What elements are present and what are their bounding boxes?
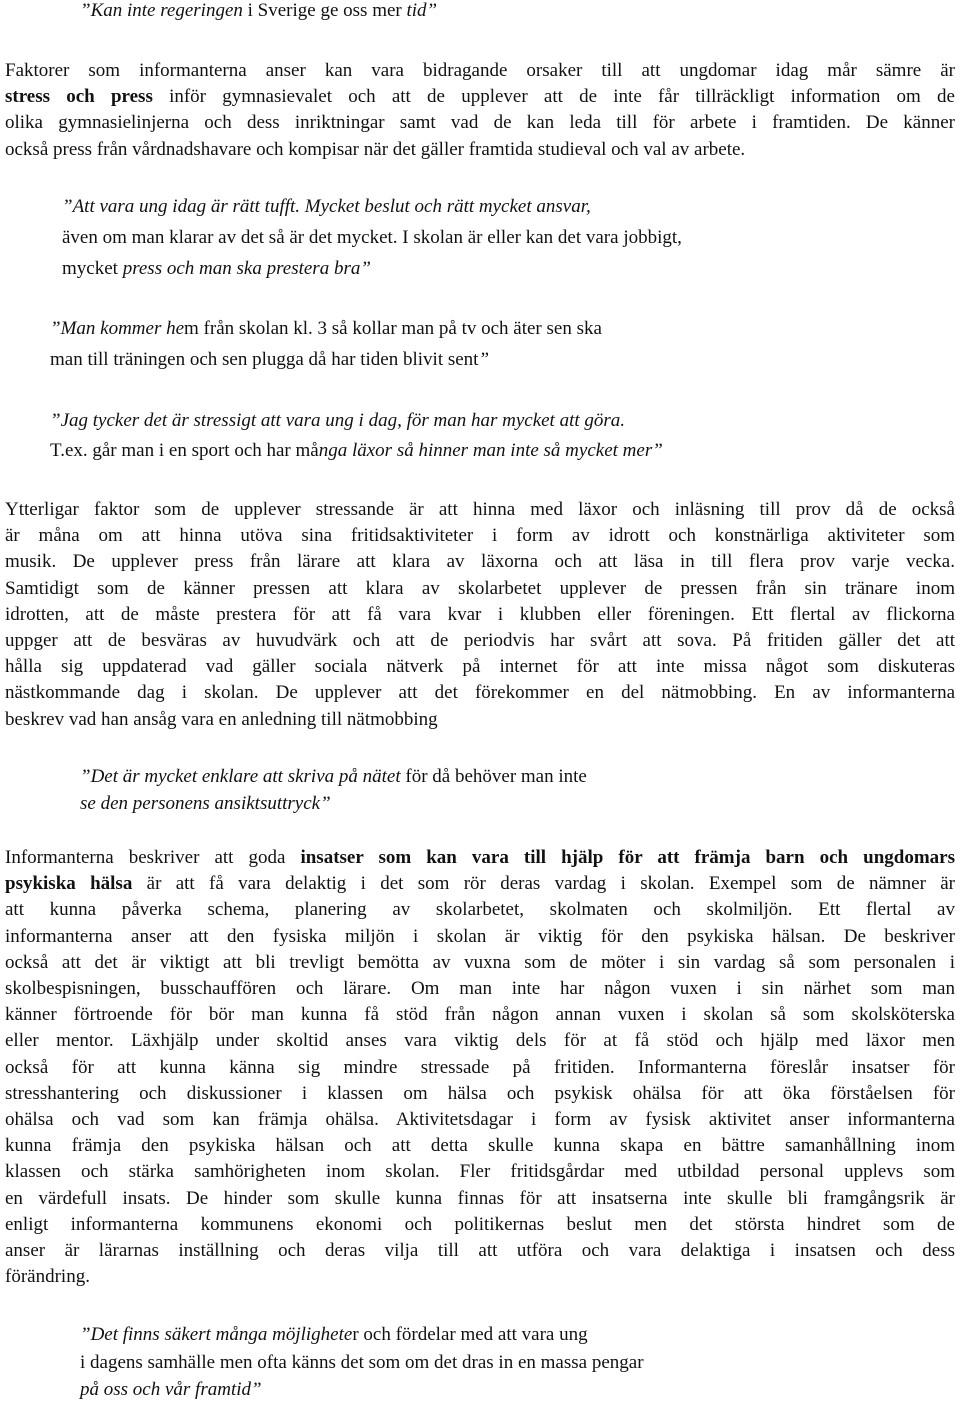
text-run: också att det är viktigt att bli trevligt bemötta av vuxna som de möter i sin vardag så som personalen i	[5, 951, 955, 973]
text-run: på oss och vår framtid”	[80, 1379, 262, 1400]
paragraph-line	[5, 1055, 955, 1081]
paragraph-line	[5, 950, 955, 976]
text-run: anser är lärarnas inställning och deras vilja till att utföra och vara delaktiga i insatsen och dess	[5, 1240, 955, 1261]
text-run: ”Jag tycker det är stressigt att vara ung i dag, för man har mycket att göra.	[50, 410, 626, 431]
text-run: klassen och stärka samhörigheten inom skolan. Fler fritidsgårdar med utbildad personal upplevs som	[5, 1161, 955, 1183]
paragraph-line	[5, 1186, 955, 1212]
text-run: ”	[478, 349, 490, 370]
text-run: psykiska hälsa	[5, 873, 133, 895]
text-run: beskrev vad han ansåg vara en anledning till nätmobbing	[5, 708, 438, 730]
text-run: en värdefull insats. De hinder som skulle kunna finnas för att insatserna inte skulle bli framgångsrik är	[5, 1187, 955, 1209]
text-run: musik. De upplever press från lärare att klara av läxorna och att läsa in till flera prov varje vecka.	[5, 551, 955, 573]
text-run: r och fördelar med att vara ung	[352, 1324, 588, 1345]
text-run: T.ex. går man i en sport och har må	[50, 440, 319, 461]
paragraph-line	[5, 897, 955, 923]
text-run: är måna om att hinna utöva sina fritidsaktiviteter i form av idrott och konstnärliga aktiviteter som	[5, 525, 955, 547]
paragraph-line	[5, 707, 438, 733]
text-run: mycket	[62, 258, 123, 279]
paragraph-line	[5, 497, 955, 523]
quote-line	[80, 764, 587, 790]
text-run: nästkommande dag i skolan. De upplever att det förekommer en del nätmobbing. En av informanterna	[5, 682, 955, 704]
text-run: eller mentor. Läxhjälp under skoltid anses vara viktig dels för at få stöd och hjälp med läxor men	[5, 1030, 955, 1052]
quote-line	[80, 1377, 262, 1403]
text-run: inför gymnasievalet och att de upplever att de inte får tillräckligt information om de	[152, 86, 955, 108]
text-run: i dagens samhälle men ofta känns det som om det dras in en massa pengar	[80, 1351, 644, 1373]
text-run: I skolan är eller kan det vara jobbigt,	[397, 227, 682, 248]
paragraph-line	[5, 1107, 955, 1133]
text-run: idrotten, att de måste prestera för att få vara kvar i klubben eller föreningen. Ett flertal av flickorna	[5, 603, 955, 625]
paragraph-line	[5, 1212, 955, 1238]
text-run: uppger att de besväras av huvudvärk och att de periodvis har svårt att sova. På fritiden gäller det att	[5, 630, 955, 651]
quote-line	[80, 0, 437, 24]
paragraph-line	[5, 1081, 955, 1107]
text-run: Samtidigt som de känner pressen att klara av skolarbetet upplever de pressen från sin tränare inom	[5, 577, 955, 599]
paragraph-line	[5, 654, 955, 680]
text-run: enligt informanterna kommunens ekonomi och politikernas beslut men det största hindret som de	[5, 1213, 955, 1235]
quote-line	[62, 194, 591, 220]
paragraph-line	[5, 1002, 955, 1028]
text-run: stresshantering och diskussioner i klassen om hälsa och psykisk ohälsa för att öka förståelsen för	[5, 1082, 955, 1104]
text-run: förändring.	[5, 1266, 90, 1288]
paragraph-line	[5, 628, 955, 654]
paragraph-line	[5, 924, 955, 950]
quote-line	[80, 1350, 644, 1376]
text-run: hålla sig uppdaterad vad gäller sociala nätverk på internet för att inte missa något som diskuteras	[5, 656, 955, 678]
quote-line	[50, 408, 625, 434]
text-run: är att få vara delaktig i det som rör deras vardag i skolan. Exempel som de nämner är	[132, 873, 955, 895]
text-run: i Sverige ge oss mer	[242, 0, 407, 21]
paragraph-line	[5, 1159, 955, 1185]
paragraph-line	[5, 602, 955, 628]
text-run: stress och press	[5, 86, 153, 108]
paragraph-line	[5, 976, 955, 1002]
text-run: tid”	[406, 0, 438, 21]
text-run: kunna främja den psykiska hälsan och att detta skulle kunna skapa en bättre samanhållning inom	[5, 1135, 955, 1157]
text-run: man till träningen och sen plugga då har tiden blivit sent	[50, 349, 479, 370]
text-run: också för att kunna känna sig mindre stressade på fritiden. Informanterna föreslår insatser för	[5, 1056, 955, 1078]
quote-line	[80, 791, 331, 817]
text-run: ”Det är mycket enklare att skriva på nätet	[80, 766, 401, 787]
text-run: ohälsa och vad som kan främja ohälsa. Aktivitetsdagar i form av fysisk aktivitet anser informanterna	[5, 1109, 955, 1130]
paragraph-line	[5, 1238, 955, 1264]
text-run: Informanterna beskriver att goda	[5, 847, 301, 868]
paragraph-line	[5, 1028, 955, 1054]
paragraph-line	[5, 137, 745, 163]
quote-line	[62, 256, 371, 282]
paragraph-line	[5, 549, 955, 575]
text-run: skolbespisningen, busschauffören och lärare. Om man inte har någon vuxen i sin närhet som man	[5, 978, 955, 999]
text-run: insatser som kan vara till hjälp för att främja barn och ungdomars	[300, 847, 955, 868]
text-run: Faktorer som informanterna anser kan vara bidragande orsaker till att ungdomar idag mår sämre är	[5, 60, 955, 81]
paragraph-line	[5, 523, 955, 549]
text-run: ”Att vara ung idag är rätt tufft. Mycket beslut och rätt mycket ansvar,	[62, 196, 591, 217]
text-run: olika gymnasielinjerna och dess inriktningar samt vad de kan leda till för arbete i framtiden. De känner	[5, 112, 955, 134]
text-run: Ytterligar faktor som de upplever stressande är att hinna med läxor och inläsning till prov då de också	[5, 499, 955, 520]
text-run: känner förtroende för bör man kunna få stöd från någon annan vuxen i skolan så som skolsköterska	[5, 1004, 955, 1026]
paragraph-line	[5, 1133, 955, 1159]
paragraph-line	[5, 845, 955, 871]
text-run: ”Kan inte regeringen	[80, 0, 243, 21]
paragraph-line	[5, 871, 955, 897]
paragraph-line	[5, 680, 955, 706]
quote-line	[50, 316, 602, 342]
text-run: också press från vårdnadshavare och kompisar när det gäller framtida studieval och val av arbete.	[5, 138, 746, 160]
paragraph-line	[5, 1264, 90, 1290]
text-run: att kunna påverka schema, planering av skolarbetet, skolmaten och skolmiljön. Ett flertal av	[5, 899, 955, 921]
text-run: press och man ska prestera bra”	[122, 258, 371, 279]
text-run: för då behöver man inte	[400, 766, 587, 787]
text-run: ”Det finns säkert många möjlighete	[80, 1324, 353, 1345]
quote-line	[50, 438, 663, 464]
text-run: m från skolan kl. 3 så kollar man på tv och äter sen ska	[184, 318, 602, 339]
text-run: informanterna anser att den fysiska miljön i skolan är viktig för den psykiska hälsan. De beskriver	[5, 925, 955, 947]
text-run: se den personens ansiktsuttryck”	[80, 793, 331, 814]
quote-line	[62, 225, 682, 251]
text-run: ”Man kommer he	[50, 318, 185, 339]
paragraph-line	[5, 110, 955, 136]
text-run: även om man klarar av det så är det mycket.	[62, 227, 398, 248]
paragraph-line	[5, 576, 955, 602]
quote-line	[50, 347, 489, 373]
quote-line	[80, 1322, 588, 1348]
text-run: nga läxor så hinner man inte så mycket mer”	[318, 440, 663, 461]
paragraph-line	[5, 58, 955, 84]
paragraph-line	[5, 84, 955, 110]
